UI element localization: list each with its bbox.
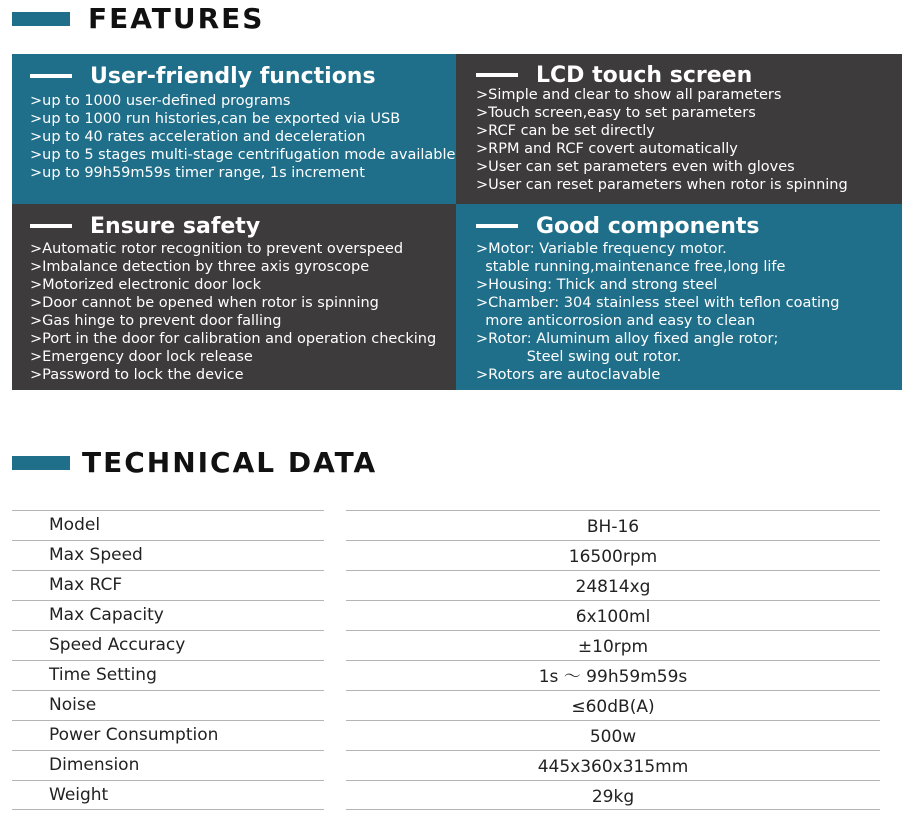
panel-title: Ensure safety [90,213,261,239]
spec-table [12,510,880,810]
table-row [12,720,880,750]
list-item: >Automatic rotor recognition to prevent overspeed [30,241,404,257]
spec-label: Max Capacity [12,600,324,630]
spec-label: Weight [12,780,324,810]
spec-value: ±10rpm [346,630,880,660]
list-item: >Rotors are autoclavable [476,367,661,383]
list-item: Steel swing out rotor. [476,349,682,365]
list-item: >RPM and RCF covert automatically [476,141,738,157]
technical-data-title: TECHNICAL DATA [82,446,378,479]
list-item: >up to 1000 run histories,can be exported via USB [30,111,401,127]
list-item: >RCF can be set directly [476,123,655,139]
spec-value: 16500rpm [346,540,880,570]
spec-label: Time Setting [12,660,324,690]
table-row [12,510,880,540]
feature-list [30,240,456,384]
table-row [12,750,880,780]
list-item: >Motor: Variable frequency motor. [476,241,727,257]
list-item: >Motorized electronic door lock [30,277,262,293]
spec-label: Noise [12,690,324,720]
list-item: >Door cannot be opened when rotor is spinning [30,295,379,311]
spec-value: BH-16 [346,510,880,540]
technical-data-header [0,446,377,479]
feature-list [30,92,456,182]
list-item: >Password to lock the device [30,367,244,383]
table-row [12,630,880,660]
list-item: >up to 5 stages multi-stage centrifugation mode available [30,147,456,163]
spec-label: Speed Accuracy [12,630,324,660]
features-grid [12,54,902,390]
panel-dash-icon [476,73,518,77]
panel-good-components [456,204,902,390]
spec-value: 1s ～ 99h59m59s [346,660,880,690]
spec-value: 29kg [346,780,880,810]
table-row [12,570,880,600]
list-item: >Housing: Thick and strong steel [476,277,718,293]
panel-title: LCD touch screen [536,62,753,88]
spec-value: 500w [346,720,880,750]
panel-dash-icon [30,74,72,78]
technical-accent-bar [12,456,70,470]
list-item: >Touch screen,easy to set parameters [476,105,756,121]
list-item: >Gas hinge to prevent door falling [30,313,282,329]
spec-value: 445x360x315mm [346,750,880,780]
list-item: stable running,maintenance free,long life [476,259,786,275]
panel-title: User-friendly functions [90,63,376,89]
table-row [12,600,880,630]
list-item: >up to 1000 user-defined programs [30,93,291,109]
spec-label: Max Speed [12,540,324,570]
feature-list [476,86,902,194]
list-item: >User can set parameters even with gloves [476,159,795,175]
spec-label: Max RCF [12,570,324,600]
features-title: FEATURES [88,2,265,35]
panel-title: Good components [536,213,760,239]
panel-ensure-safety [12,204,456,390]
list-item: >Chamber: 304 stainless steel with teflon coating [476,295,840,311]
spec-label: Power Consumption [12,720,324,750]
table-row [12,540,880,570]
table-row [12,660,880,690]
panel-dash-icon [30,224,72,228]
panel-dash-icon [476,224,518,228]
list-item: >Port in the door for calibration and operation checking [30,331,437,347]
spec-label: Model [12,510,324,540]
list-item: >User can reset parameters when rotor is spinning [476,177,848,193]
spec-label: Dimension [12,750,324,780]
list-item: >up to 99h59m59s timer range, 1s increment [30,165,365,181]
feature-list [476,240,902,384]
features-accent-bar [12,12,70,26]
spec-value: 24814xg [346,570,880,600]
spec-value: ≤60dB(A) [346,690,880,720]
table-row [12,690,880,720]
list-item: >up to 40 rates acceleration and deceleration [30,129,366,145]
list-item: >Emergency door lock release [30,349,253,365]
list-item: more anticorrosion and easy to clean [476,313,756,329]
table-row [12,780,880,810]
panel-user-friendly [12,54,456,204]
list-item: >Simple and clear to show all parameters [476,87,782,103]
spec-value: 6x100ml [346,600,880,630]
list-item: >Imbalance detection by three axis gyroscope [30,259,370,275]
list-item: >Rotor: Aluminum alloy fixed angle rotor; [476,331,779,347]
panel-lcd-touch-screen [456,54,902,204]
features-header [0,2,264,35]
